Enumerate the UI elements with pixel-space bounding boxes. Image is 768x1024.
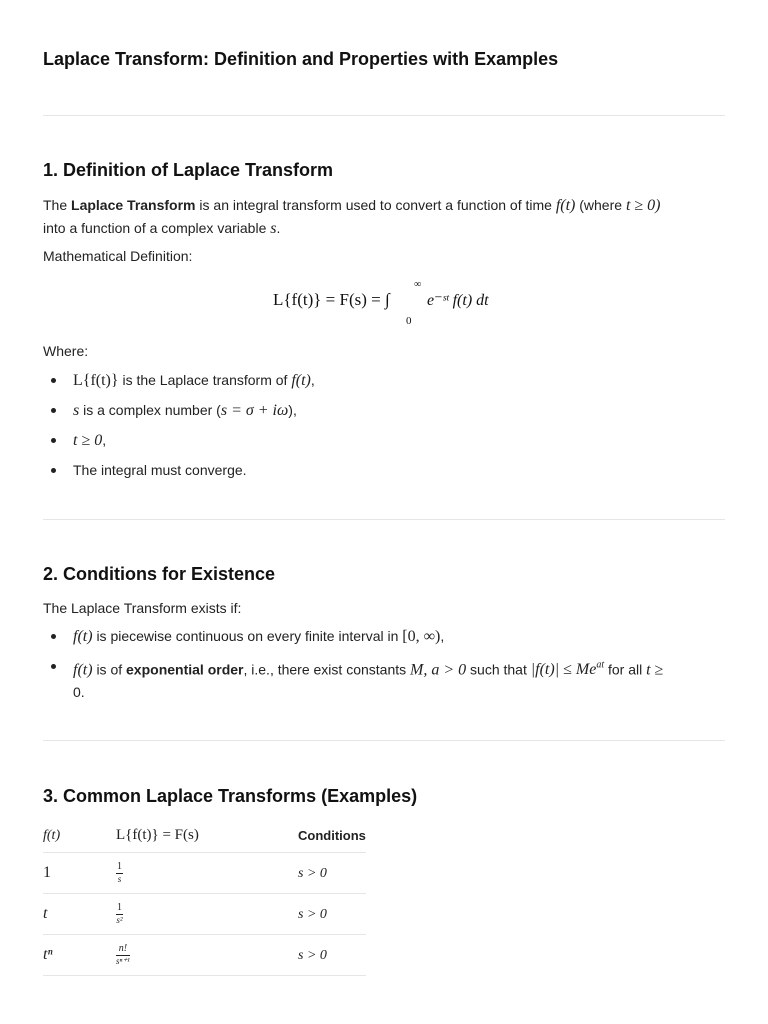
cell-condition: s > 0 bbox=[298, 865, 327, 881]
definition-bullet-list bbox=[43, 369, 733, 489]
table-cell bbox=[116, 894, 298, 935]
math-inequality bbox=[531, 661, 604, 678]
section-3-heading: 3. Common Laplace Transforms (Examples) bbox=[43, 786, 418, 806]
divider bbox=[43, 519, 725, 520]
where-label: Where: bbox=[43, 343, 89, 359]
column-header bbox=[116, 818, 298, 853]
table-cell bbox=[116, 935, 298, 976]
inequality-base: |f(t)| ≤ Me bbox=[530, 661, 597, 679]
cell-condition: s > 0 bbox=[298, 947, 327, 963]
table-header-row bbox=[43, 818, 366, 853]
cell-condition: s > 0 bbox=[298, 906, 327, 922]
math-condition: t ≥ 0) bbox=[625, 197, 661, 214]
integral-lower-limit: 0 bbox=[406, 315, 412, 327]
math-transform: L{f(t)} bbox=[73, 372, 119, 389]
bullet-text: , i.e., there exist constants bbox=[243, 661, 407, 678]
section-2-heading: 2. Conditions for Existence bbox=[43, 564, 276, 584]
math-ft: f(t) bbox=[291, 372, 311, 389]
intro-text: (where bbox=[579, 197, 623, 213]
table-cell bbox=[298, 853, 366, 894]
numerator: n! bbox=[116, 944, 130, 956]
formula-right: e⁻ˢᵗ f(t) dt bbox=[427, 292, 489, 309]
table-cell bbox=[43, 935, 116, 976]
intro-text: The bbox=[43, 197, 68, 213]
page-title: Laplace Transform: Definition and Properties with Examples bbox=[43, 49, 559, 69]
section-1-heading: 1. Definition of Laplace Transform bbox=[43, 160, 334, 180]
bold-term: exponential order bbox=[126, 661, 244, 678]
math-s: s bbox=[270, 220, 277, 237]
math-ft: f(t) bbox=[73, 628, 93, 645]
table-cell bbox=[116, 853, 298, 894]
numerator: 1 bbox=[117, 902, 122, 913]
cell-ft: 1 bbox=[43, 864, 51, 881]
bullet-text: is piecewise continuous on every finite interval in bbox=[96, 628, 399, 644]
math-complex: s = σ + iω bbox=[220, 402, 289, 419]
definition-paragraph bbox=[43, 194, 733, 240]
math-constants: M, a > 0 bbox=[410, 661, 467, 679]
punctuation: , bbox=[440, 628, 445, 644]
bullet-text: The integral must converge. bbox=[73, 462, 247, 478]
cell-ft: t bbox=[43, 905, 48, 922]
list-item bbox=[43, 655, 733, 703]
intro-text: into a function of a complex variable bbox=[43, 220, 267, 236]
table-row bbox=[43, 894, 366, 935]
bullet-text: is a complex number ( bbox=[83, 402, 221, 418]
math-ft: f(t) bbox=[73, 661, 93, 679]
list-item bbox=[43, 459, 733, 489]
exponent: at bbox=[596, 660, 605, 671]
punctuation: , bbox=[310, 372, 315, 388]
formula-left: L{f(t)} = F(s) = ∫ bbox=[273, 290, 390, 309]
table-cell bbox=[298, 894, 366, 935]
intro-bold-term: Laplace Transform bbox=[71, 197, 196, 213]
math-condition: t ≥ 0 bbox=[73, 432, 103, 449]
list-item bbox=[43, 399, 733, 429]
punctuation: ), bbox=[288, 402, 297, 418]
punctuation: , bbox=[102, 432, 107, 448]
column-header bbox=[43, 818, 116, 853]
math-s: s bbox=[73, 402, 80, 419]
list-item bbox=[43, 369, 733, 399]
bullet-text: is of bbox=[96, 661, 123, 678]
laplace-definition-formula bbox=[273, 279, 533, 329]
denominator: s² bbox=[116, 915, 123, 925]
bullet-text: is the Laplace transform of bbox=[122, 372, 288, 388]
conditions-bullet-list bbox=[43, 625, 733, 703]
header-conditions: Conditions bbox=[298, 827, 366, 843]
table-row bbox=[43, 935, 366, 976]
header-transform: L{f(t)} = F(s) bbox=[116, 826, 199, 843]
integral-upper-limit: ∞ bbox=[414, 279, 422, 290]
column-header bbox=[298, 818, 366, 853]
bullet-text: 0. bbox=[73, 684, 85, 701]
table-row bbox=[43, 853, 366, 894]
math-interval: [0, ∞) bbox=[402, 628, 441, 645]
conditions-intro: The Laplace Transform exists if: bbox=[43, 600, 242, 616]
table-cell bbox=[43, 853, 116, 894]
divider bbox=[43, 115, 725, 116]
math-condition: t ≥ bbox=[646, 661, 664, 679]
fraction bbox=[116, 862, 123, 884]
divider bbox=[43, 740, 725, 741]
bullet-text: for all bbox=[607, 661, 643, 678]
table-cell bbox=[298, 935, 366, 976]
intro-text: is an integral transform used to convert a function of time bbox=[199, 197, 552, 213]
denominator: s bbox=[117, 874, 122, 884]
punctuation: . bbox=[276, 220, 281, 236]
math-ft: f(t) bbox=[555, 197, 576, 214]
math-definition-label: Mathematical Definition: bbox=[43, 248, 193, 264]
denominator: sⁿ⁺¹ bbox=[116, 956, 130, 966]
cell-ft: tⁿ bbox=[43, 946, 53, 963]
table-cell bbox=[43, 894, 116, 935]
fraction bbox=[116, 903, 123, 925]
laplace-transform-table bbox=[43, 818, 366, 976]
header-ft: f(t) bbox=[43, 827, 61, 843]
bullet-text: such that bbox=[470, 661, 527, 678]
list-item bbox=[43, 429, 733, 459]
list-item bbox=[43, 625, 733, 655]
fraction bbox=[116, 944, 130, 966]
numerator: 1 bbox=[117, 861, 122, 872]
